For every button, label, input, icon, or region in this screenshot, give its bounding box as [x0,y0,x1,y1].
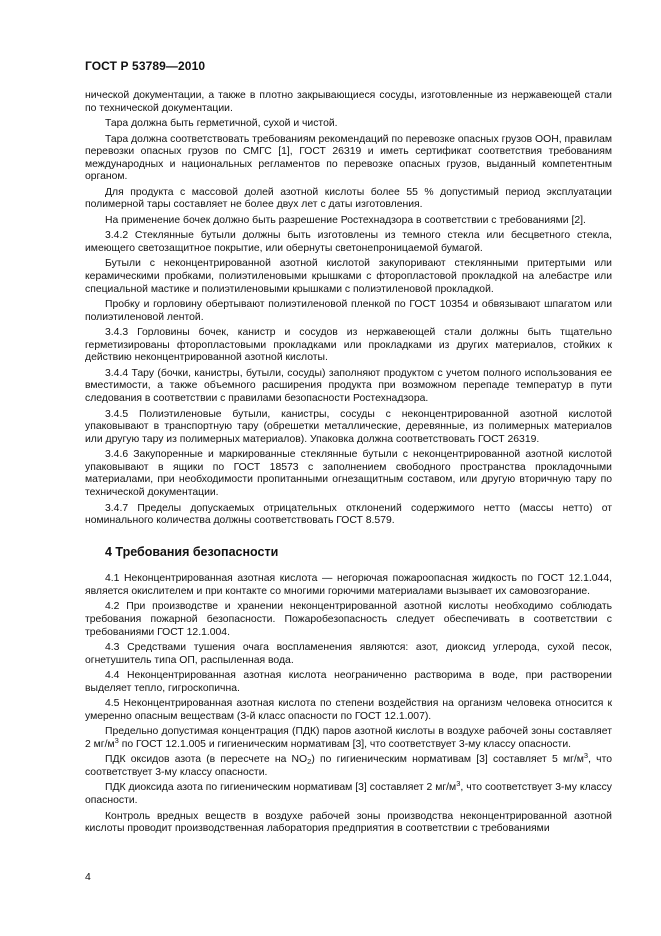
paragraph: 3.4.5 Полиэтиленовые бутыли, канистры, сосуды с неконцентрированной азотной кислотой упаковывают в транспортную тару (обрешетки металлические, деревянные, из полимерных материалов или другую тару из полимерных материалов). Упаковка должна соответствовать ГОСТ 26319. [85,408,612,445]
paragraph: 3.4.3 Горловины бочек, канистр и сосудов из нержавеющей стали должны быть тщательно герметизированы фторопластовыми прокладками или прокладками из других материалов, стойких к действию неконцентрированной азотной кислоты. [85,327,612,364]
paragraph: 3.4.2 Стеклянные бутыли должны быть изготовлены из темного стекла или бесцветного стекла, имеющего светозащитное покрытие, или обернуты светонепроницаемой бумагой. [85,230,612,254]
text-run: Предельно допустимая концентрация (ПДК) паров азотной кислоты в воздухе рабочей зоны составляет 2 мг/м [85,726,612,750]
paragraph: Для продукта с массовой долей азотной кислоты более 55 % допустимый период эксплуатации полимерной тары составляет не более двух лет с даты изготовления. [85,186,612,211]
document-header: ГОСТ Р 53789—2010 [85,59,206,73]
paragraph: нической документации, а также в плотно закрывающиеся сосуды, изготовленные из нержавеющей стали по технической документации. [85,90,612,114]
paragraph: 4.3 Средствами тушения очага воспламенения являются: азот, диоксид углерода, сухой песок, огнетушитель типа ОП, распыленная вода. [85,642,612,666]
paragraph: 3.4.6 Закупоренные и маркированные стеклянные бутыли с неконцентрированной азотной кислотой упаковывают в ящики по ГОСТ 18573 с заполнением свободного пространства прокладочными материалами, при необходимости пропитанными огнезащитным составом, или другую вторичную тару по технической документации. [85,449,612,499]
paragraph: Тара должна соответствовать требованиям рекомендаций по перевозке опасных грузов ООН, правилам перевозки опасных грузов по СМГС [1], ГОСТ 26319 и иметь сертификат соответствия требованиям международных и национальных регламентов по перевозке опасных грузов, выданный компетентным органом. [85,133,612,183]
document-body [85,90,612,839]
text-run: ПДК оксидов азота (в пересчете на NO [105,754,308,766]
paragraph: 4.4 Неконцентрированная азотная кислота неограниченно растворима в воде, при растворении выделяет тепло, гигроскопична. [85,670,612,694]
paragraph [85,726,612,751]
paragraph: 3.4.7 Пределы допускаемых отрицательных отклонений содержимого нетто (массы нетто) от номинального количества должны соответствовать ГОСТ 8.579. [85,502,612,527]
paragraph: 3.4.4 Тару (бочки, канистры, бутыли, сосуды) заполняют продуктом с учетом полного использования ее вместимости, а также объемного расширения продукта при возможном перепаде температур в пути следования в соответствии с правилами безопасности Ростехнадзора. [85,367,612,405]
text-run: ПДК диоксида азота по гигиеническим нормативам [3] составляет 2 мг/м [105,782,457,794]
superscript: 3 [114,735,119,745]
text-run: , что соответствует 3-му классу опасности. [85,754,612,778]
paragraph [85,751,612,779]
paragraph: На применение бочек должно быть разрешение Ростехнадзора в соответствии с требованиями [2]. [105,214,586,226]
paragraph: Пробку и горловину обертывают полиэтиленовой пленкой по ГОСТ 10354 и обвязывают шпагатом или полиэтиленовой лентой. [85,299,612,323]
text-run: ) по гигиеническим нормативам [3] составляет 5 мг/м [311,754,584,766]
text-run: , что соответствует 3-му классу опасности. [85,782,612,807]
page-number: 4 [85,872,91,883]
paragraph: Контроль вредных веществ в воздухе рабочей зоны производства неконцентрированной азотной кислоты проводит производственная лаборатория предприятия в соответствии с требованиями [85,810,612,835]
paragraph: 4.2 При производстве и хранении неконцентрированной азотной кислоты необходимо соблюдать требования пожарной безопасности. Пожаробезопасность следует обеспечивать в соответствии с требованиями ГОСТ 12.1.004. [85,601,612,638]
paragraph: 4.1 Неконцентрированная азотная кислота — негорючая пожароопасная жидкость по ГОСТ 12.1.044, является окислителем и при контакте со многими горючими материалами вызывает их самовозгорание. [85,573,612,597]
section-title: 4 Требования безопасности [105,544,279,559]
superscript: 3 [583,751,589,761]
text-run: по ГОСТ 12.1.005 и гигиеническим нормативам [3], что соответствует 3-му классу опасности. [118,738,572,750]
paragraph [85,779,612,807]
paragraph: Бутыли с неконцентрированной азотной кислотой закупоривают стеклянными притертыми или керамическими пробками, полиэтиленовыми крышками с фторопластовой прокладкой на алебастре или специальной мастике и полиэтиленовыми крышками с полиэтиленовой прокладкой. [85,258,612,295]
paragraph: Тара должна быть герметичной, сухой и чистой. [105,118,338,130]
superscript: 3 [456,779,461,789]
subscript: 2 [307,757,312,767]
paragraph: 4.5 Неконцентрированная азотная кислота по степени воздействия на организм человека относится к умеренно опасным веществам (3-й класс опасности по ГОСТ 12.1.007). [85,698,612,722]
